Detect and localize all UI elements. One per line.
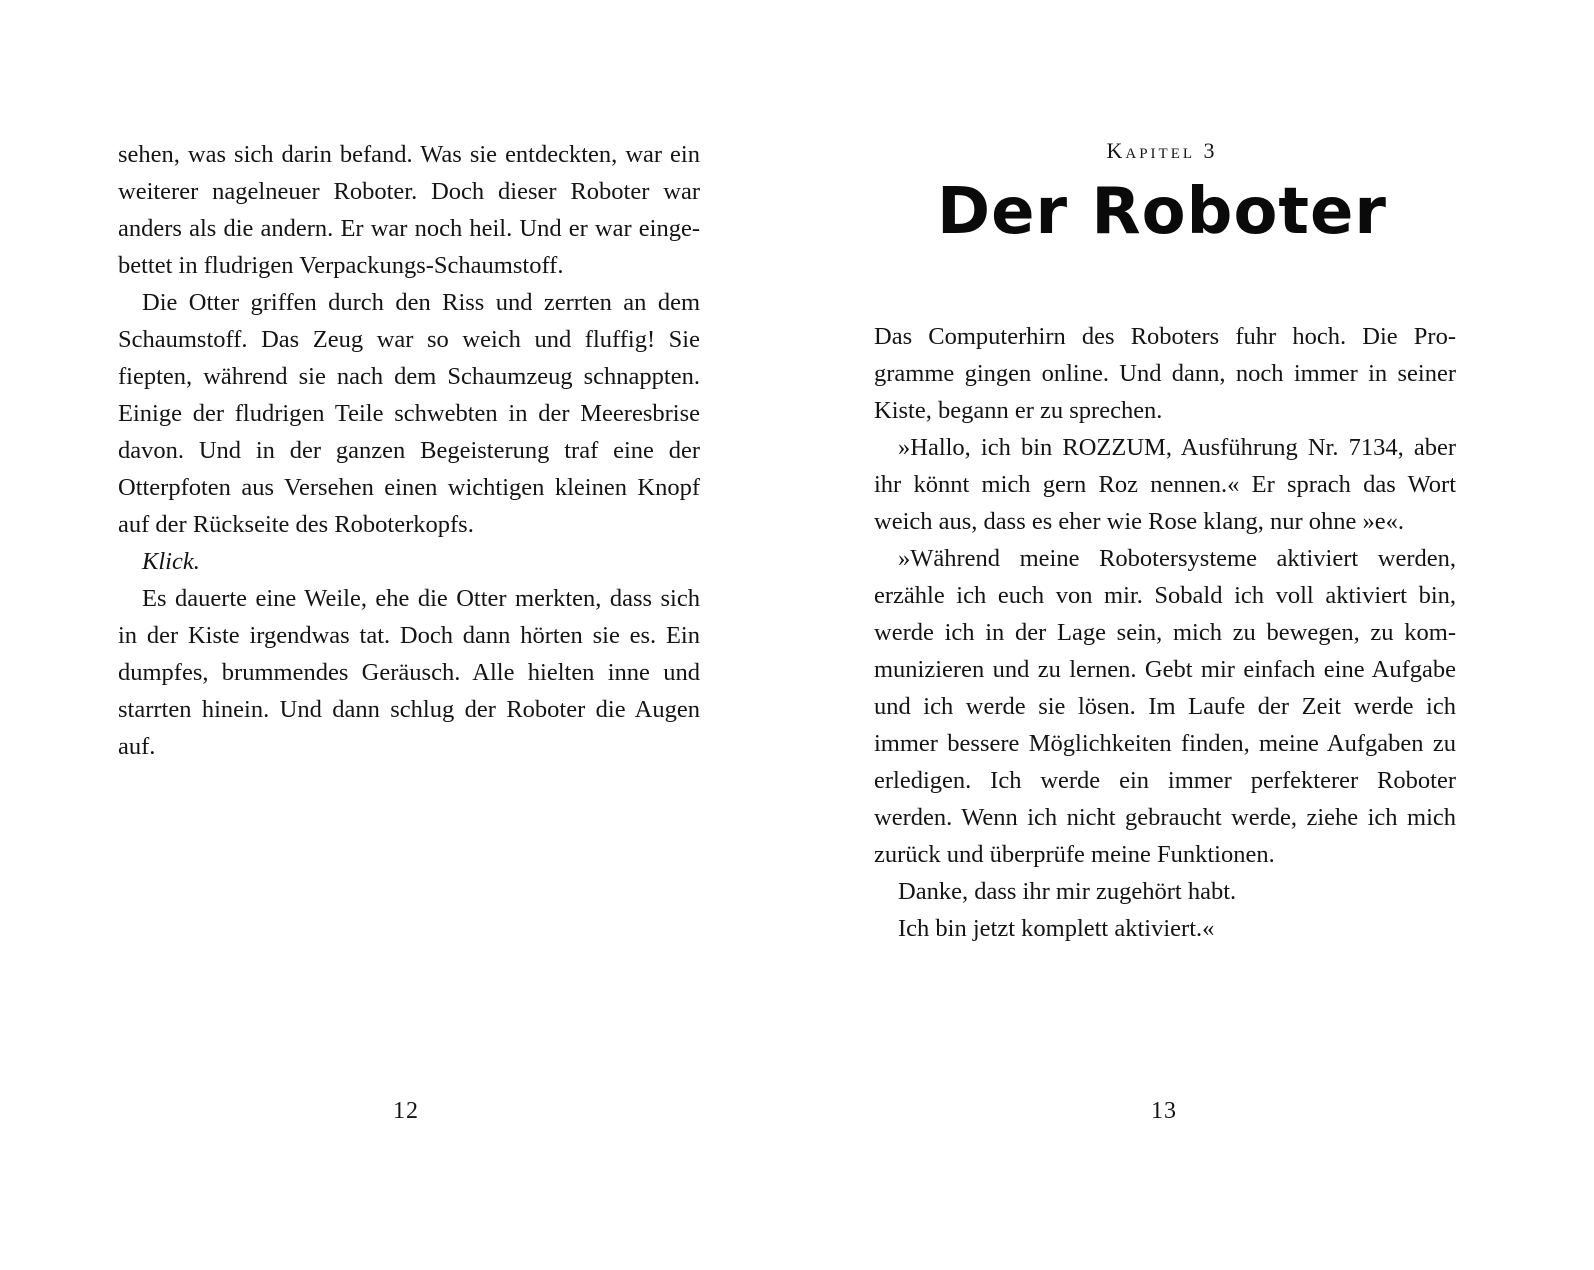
chapter-title: Der Roboter — [937, 175, 1387, 249]
paragraph: »Während meine Robotersysteme aktiviert werden, erzähle ich euch von mir. Sobald ich voll aktiviert bin, werde ich in der Lage sein, mich zu bewegen, zu kommunizieren und zu lernen. Gebt mir einfach eine Aufgabe und ich werde sie lösen. Im Laufe der Zeit werde ich immer bessere Möglichkeiten finden, meine Aufgaben zu erledigen. Ich werde ein immer perfekterer Roboter werden. Wenn ich nicht gebraucht werde, ziehe ich mich zurück und überprüfe meine Funktionen. — [874, 545, 1456, 868]
paragraph: »Hallo, ich bin ROZZUM, Ausführung Nr. 7134, aber ihr könnt mich gern Roz nennen.« Er sprach das Wort weich aus, dass es eher wie Rose klang, nur ohne »e«. — [874, 434, 1456, 535]
right-page-body — [874, 318, 1456, 947]
paragraph: Ich bin jetzt komplett aktiviert.« — [898, 915, 1215, 942]
paragraph: Das Computerhirn des Roboters fuhr hoch. Die Programme gingen online. Und dann, noch immer in seiner Kiste, begann er zu sprechen. — [874, 323, 1456, 424]
paragraph: Die Otter griffen durch den Riss und zerrten an dem Schaumstoff. Das Zeug war so weich und fluffig! Sie fiepten, während sie nach dem Schaumzeug schnappten. Einige der fludrigen Teile schwebten in der Meeresbrise davon. Und in der ganzen Begeisterung traf eine der Otterpfoten aus Versehen einen wichtigen kleinen Knopf auf der Rückseite des Roboterkopfs. — [118, 289, 700, 538]
paragraph: Es dauerte eine Weile, ehe die Otter merkten, dass sich in der Kiste irgendwas tat. Doch dann hörten sie es. Ein dumpfes, brummendes Geräusch. Alle hielten inne und starrten hinein. Und dann schlug der Roboter die Augen auf. — [118, 585, 700, 760]
paragraph-klick: Klick. — [142, 548, 200, 575]
left-page-body — [118, 136, 700, 765]
paragraph: Danke, dass ihr mir zugehört habt. — [898, 878, 1237, 905]
page-number-right: 13 — [1151, 1098, 1177, 1124]
paragraph: sehen, was sich darin befand. Was sie entdeckten, war ein weiterer nagelneuer Roboter. Doch dieser Roboter war anders als die andern. Er war noch heil. Und er war eingebettet in fludrigen Verpackungs-Schaumstoff. — [118, 141, 700, 279]
right-page — [797, 0, 1594, 1270]
chapter-label: Kapitel 3 — [1106, 138, 1218, 163]
page-number-left: 12 — [393, 1098, 419, 1124]
